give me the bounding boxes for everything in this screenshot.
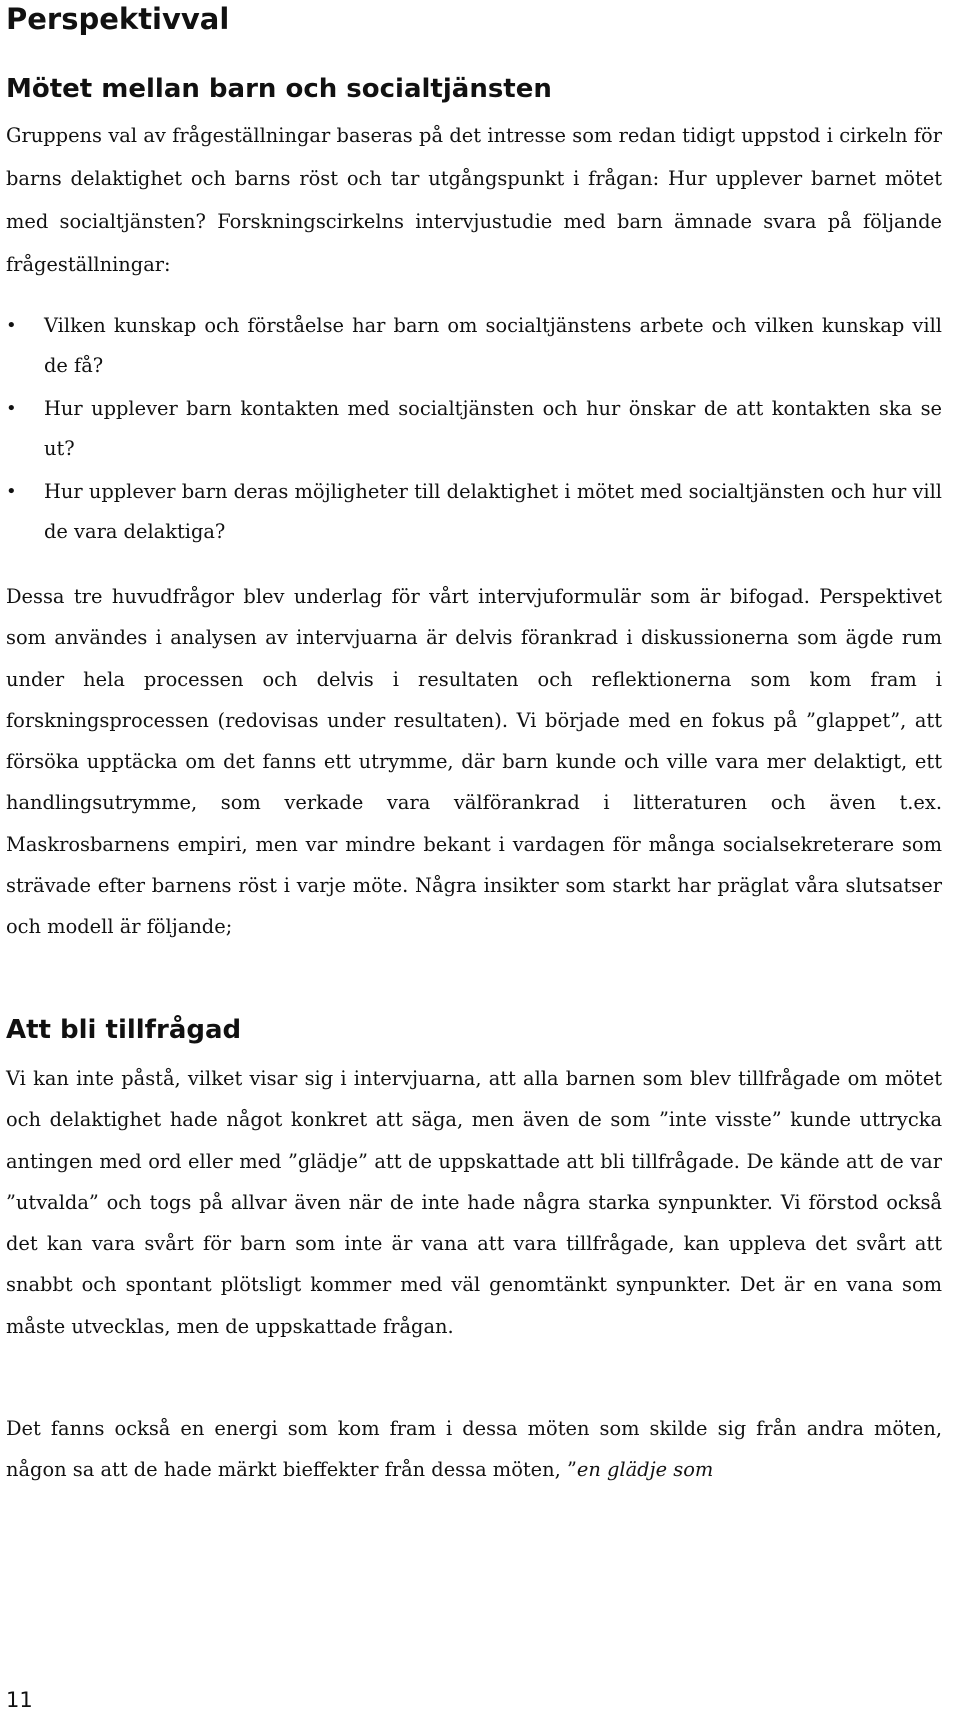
subsection-title-asked: Att bli tillfrågad	[6, 1015, 242, 1045]
question-list	[6, 306, 942, 555]
intro-paragraph: Gruppens val av frågeställningar baseras på det intresse som redan tidigt uppstod i cirkeln för barns delaktighet och barns röst och tar utgångspunkt i frågan: Hur upplever barnet mötet med socialtjänsten? Forskningscirkelns intervjustudie med barn ämnade svara på följande frågeställningar:	[6, 124, 942, 276]
body-paragraph: Dessa tre huvudfrågor blev underlag för vårt intervjuformulär som är bifogad. Perspektivet som användes i analysen av intervjuarna är delvis förankrad i diskussionerna som ägde rum under hela processen och delvis i resultaten och reflektionerna som kom fram i forskningsprocessen (redovisas under resultaten). Vi började med en fokus på ”glappet”, att försöka upptäcka om det fanns ett utrymme, där barn kunde och ville vara mer delaktigt, ett handlingsutrymme, som verkade vara välförankrad i litteraturen och även t.ex. Maskrosbarnens empiri, men var mindre bekant i vardagen för många socialsekreterare som strävade efter barnens röst i varje möte. Några insikter som starkt har präglat våra slutsatser och modell är följande;	[6, 585, 942, 939]
bullet-icon: •	[6, 398, 17, 419]
list-item	[6, 306, 942, 386]
bullet-icon: •	[6, 481, 17, 502]
bullet-icon: •	[6, 315, 17, 336]
section-title: Perspektivval	[6, 2, 230, 36]
energy-text: Det fanns också en energi som kom fram i dessa möten som skilde sig från andra möten, någon sa att de hade märkt bieffekter från dessa möten, ”	[6, 1417, 942, 1482]
energy-paragraph	[6, 1408, 942, 1491]
subsection-title-meeting: Mötet mellan barn och socialtjänsten	[6, 74, 552, 104]
question-text: Hur upplever barn kontakten med socialtjänsten och hur önskar de att kontakten ska se ut?	[44, 397, 942, 460]
list-item	[6, 472, 942, 552]
question-text: Vilken kunskap och förståelse har barn om socialtjänstens arbete och vilken kunskap vill de få?	[44, 314, 942, 377]
list-item	[6, 389, 942, 469]
asked-paragraph: Vi kan inte påstå, vilket visar sig i intervjuarna, att alla barnen som blev tillfrågade om mötet och delaktighet hade något konkret att säga, men även de som ”inte visste” kunde uttrycka antingen med ord eller med ”glädje” att de uppskattade att bli tillfrågade. De kände att de var ”utvalda” och togs på allvar även när de inte hade några starka synpunkter. Vi förstod också det kan vara svårt för barn som inte är vana att vara tillfrågade, kan uppleva det svårt att snabbt och spontant plötsligt kommer med väl genomtänkt synpunkter. Det är en vana som måste utvecklas, men de uppskattade frågan.	[6, 1067, 942, 1338]
energy-emphasis: en glädje som	[576, 1458, 714, 1482]
question-text: Hur upplever barn deras möjligheter till delaktighet i mötet med socialtjänsten och hur vill de vara delaktiga?	[44, 480, 942, 543]
page-number: 11	[6, 1688, 33, 1712]
